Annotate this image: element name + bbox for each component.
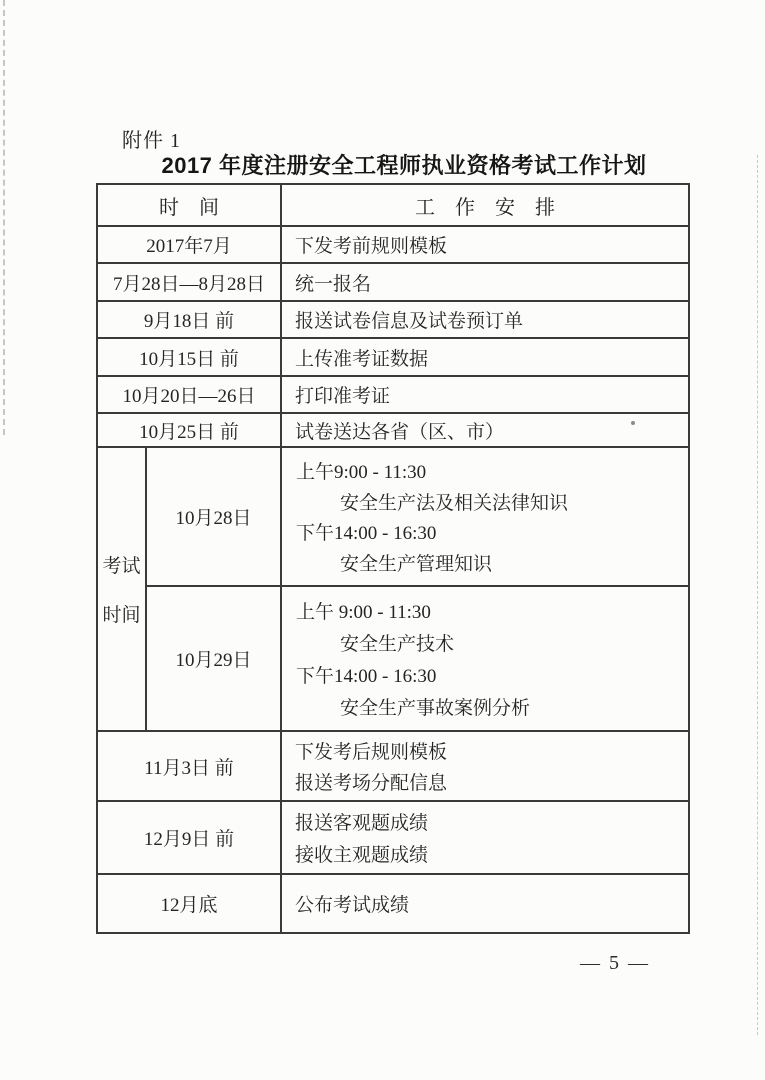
work-line: 下发考后规则模板 [295,741,448,763]
time-cell: 7月28日—8月28日 [98,264,282,300]
session-subject: 安全生产技术 [340,634,455,655]
time-cell: 11月3日 前 [98,732,282,800]
work-cell [282,802,688,873]
table-row [98,227,688,264]
header-time-cell: 时 间 [98,185,282,225]
time-cell: 12月底 [98,875,282,932]
table-row [98,264,688,302]
work-cell: 报送试卷信息及试卷预订单 [295,311,524,332]
work-line: 报送考场分配信息 [295,773,448,795]
attachment-label: 附件 1 [122,130,181,152]
exam-schedule-cell [282,448,688,585]
work-plan-table [96,183,690,934]
exam-day-row [147,587,688,730]
exam-label-line1: 考试 [102,556,141,577]
work-cell: 上传准考证数据 [295,348,429,370]
document-title: 2017 年度注册安全工程师执业资格考试工作计划 [161,153,647,178]
table-row [98,414,688,448]
page-number: — 5 — [580,952,650,974]
exam-section [98,448,688,732]
table-row [98,875,688,932]
session-subject: 安全生产法及相关法律知识 [340,492,569,514]
table-row [98,732,688,802]
table-header-row [98,185,688,227]
work-line: 接收主观题成绩 [295,845,429,867]
session-subject: 安全生产管理知识 [340,554,493,576]
work-cell: 统一报名 [295,273,372,295]
scan-artifact-right-line [757,155,758,1035]
time-cell: 12月9日 前 [98,802,282,873]
work-cell [282,732,688,800]
table-row [98,802,688,875]
work-cell: 打印准考证 [295,386,391,407]
exam-label-line2: 时间 [102,605,141,626]
time-cell: 10月20日—26日 [98,377,282,412]
time-cell: 10月15日 前 [98,339,282,375]
scan-artifact-left-line [3,0,5,435]
time-cell: 10月25日 前 [98,414,282,446]
table-row [98,339,688,377]
time-cell: 9月18日 前 [98,302,282,337]
session-time: 下午14:00 - 16:30 [296,523,437,545]
header-work-cell: 工 作 安 排 [415,196,555,219]
work-cell: 下发考前规则模板 [295,236,448,257]
table-row [98,302,688,339]
exam-day-row [147,448,688,587]
time-cell: 2017年7月 [98,227,282,262]
session-time: 上午 9:00 - 11:30 [296,602,431,623]
work-cell: 公布考试成绩 [295,895,410,916]
exam-date-cell: 10月29日 [147,587,282,730]
work-cell: 试卷送达各省（区、市） [295,421,505,443]
session-time: 上午9:00 - 11:30 [296,461,427,483]
table-row [98,377,688,414]
exam-schedule-cell [282,587,688,730]
exam-days [147,448,688,730]
exam-date-cell: 10月28日 [147,448,282,585]
session-time: 下午14:00 - 16:30 [296,666,437,687]
exam-time-label [98,448,147,730]
work-line: 报送客观题成绩 [295,812,429,834]
session-subject: 安全生产事故案例分析 [340,698,531,719]
